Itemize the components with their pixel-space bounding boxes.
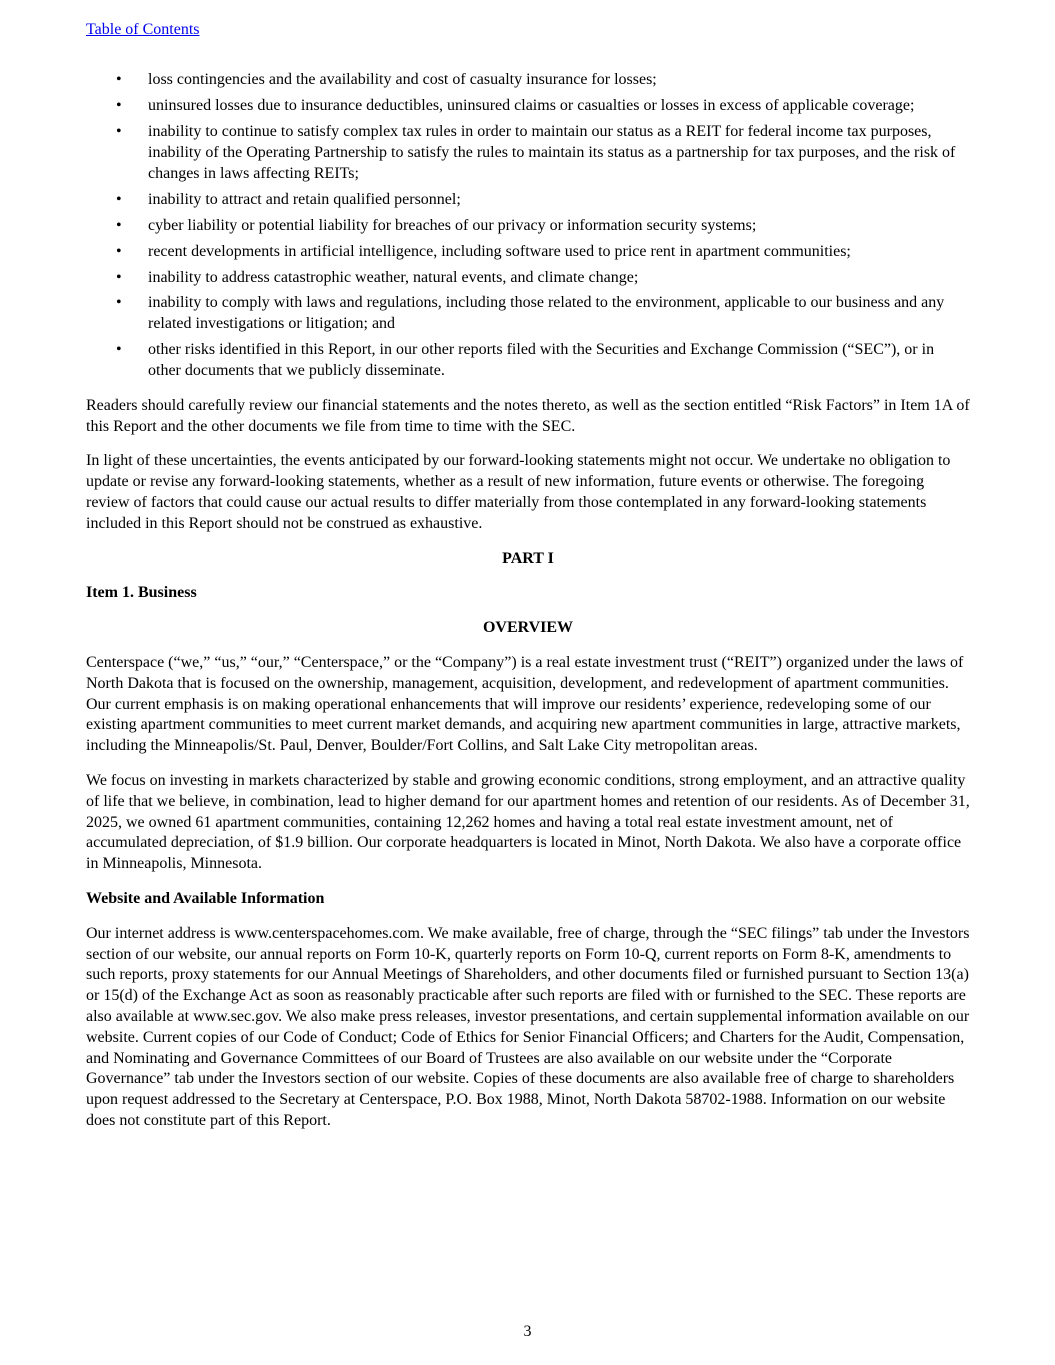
bullet-glyph: •	[116, 341, 122, 359]
overview-paragraph-2: We focus on investing in markets characterized by stable and growing economic conditions, strong employment, and an attractive quality of life that we believe, in combination, lead to higher demand for our apartment homes and retention of our residents. As of December 31, 2025, we owned 61 apartment communities, containing 12,262 homes and having a total real estate investment amount, net of accumulated depreciation, of $1.9 billion. Our corporate headquarters is located in Minot, North Dakota. We also have a corporate office in Minneapolis, Minnesota.	[86, 772, 970, 873]
list-item	[86, 268, 970, 289]
list-item	[86, 122, 970, 184]
table-of-contents-link[interactable]: Table of Contents	[86, 21, 200, 38]
list-item	[86, 70, 970, 91]
uncertainties-paragraph: In light of these uncertainties, the events anticipated by our forward-looking statements might not occur. We undertake no obligation to update or revise any forward-looking statements, whether as a result of new information, future events or otherwise. The foregoing review of factors that could cause our actual results to differ materially from those contemplated in any forward-looking statements included in this Report should not be construed as exhaustive.	[86, 452, 951, 532]
list-item-text: cyber liability or potential liability for breaches of our privacy or information security systems;	[148, 216, 757, 234]
list-item-text: inability to attract and retain qualified personnel;	[148, 190, 461, 208]
bullet-glyph: •	[116, 190, 122, 208]
readers-paragraph: Readers should carefully review our financial statements and the notes thereto, as well as the section entitled “Risk Factors” in Item 1A of this Report and the other documents we file from time to time with the SEC.	[86, 396, 970, 435]
bullet-glyph: •	[116, 268, 122, 286]
website-heading: Website and Available Information	[86, 890, 325, 907]
list-item	[86, 340, 970, 382]
risk-factor-list	[86, 70, 970, 382]
bullet-glyph: •	[116, 71, 122, 88]
list-item	[86, 96, 970, 117]
list-item	[86, 242, 970, 263]
list-item	[86, 190, 970, 211]
list-item-text: loss contingencies and the availability and cost of casualty insurance for losses;	[148, 71, 657, 88]
bullet-glyph: •	[116, 122, 122, 140]
list-item-text: recent developments in artificial intelligence, including software used to price rent in apartment communities;	[148, 242, 851, 260]
part-heading: PART I	[502, 549, 554, 567]
list-item-text: inability to address catastrophic weather, natural events, and climate change;	[148, 268, 639, 286]
bullet-glyph: •	[116, 242, 122, 260]
list-item-text: other risks identified in this Report, in our other reports filed with the Securities and Exchange Commission (“SEC”), or in other documents that we publicly disseminate.	[148, 341, 935, 380]
overview-heading: OVERVIEW	[482, 619, 574, 637]
page-number: 3	[523, 1323, 532, 1340]
list-item-text: inability to continue to satisfy complex tax rules in order to maintain our status as a REIT for federal income tax purposes, inability of the Operating Partnership to satisfy the rules to maintain its status as a partnership for tax purposes, and the risk of changes in laws affecting REITs;	[148, 122, 956, 182]
list-item-text: uninsured losses due to insurance deductibles, uninsured claims or casualties or losses in excess of applicable coverage;	[148, 96, 915, 114]
bullet-glyph: •	[116, 294, 122, 312]
item-heading: Item 1. Business	[86, 584, 197, 602]
bullet-glyph: •	[116, 96, 122, 114]
overview-paragraph-1: Centerspace (“we,” “us,” “our,” “Centerspace,” or the “Company”) is a real estate investment trust (“REIT”) organized under the laws of North Dakota that is focused on the ownership, management, acquisition, development, and redevelopment of apartment communities. Our current emphasis is on making operational enhancements that will improve our residents’ experience, redeveloping some of our existing apartment communities to meet current market demands, and acquiring new apartment communities in large, attractive markets, including the Minneapolis/St. Paul, Denver, Boulder/Fort Collins, and Salt Lake City metropolitan areas.	[86, 654, 964, 755]
list-item	[86, 293, 970, 335]
list-item	[86, 216, 970, 237]
website-paragraph: Our internet address is www.centerspacehomes.com. We make available, free of charge, through the “SEC filings” tab under the Investors section of our website, our annual reports on Form 10-K, quarterly reports on Form 10-Q, current reports on Form 8-K, amendments to such reports, proxy statements for our Annual Meetings of Shareholders, and other documents filed or furnished pursuant to Section 13(a) or 15(d) of the Exchange Act as soon as reasonably practicable after such reports are filed with or furnished to the SEC. These reports are also available at www.sec.gov. We also make press releases, investor presentations, and certain supplemental information available on our website. Current copies of our Code of Conduct; Code of Ethics for Senior Financial Officers; and Charters for the Audit, Compensation, and Nominating and Governance Committees of our Board of Trustees are also available on our website under the “Corporate Governance” tab under the Investors section of our website. Copies of these documents are also available free of charge to shareholders upon request addressed to the Secretary at Centerspace, P.O. Box 1988, Minot, North Dakota 58702-1988. Information on our website does not constitute part of this Report.	[86, 924, 970, 1129]
page-content	[86, 70, 970, 1132]
list-item-text: inability to comply with laws and regulations, including those related to the environment, applicable to our business and any related investigations or litigation; and	[148, 294, 945, 333]
bullet-glyph: •	[116, 216, 122, 234]
